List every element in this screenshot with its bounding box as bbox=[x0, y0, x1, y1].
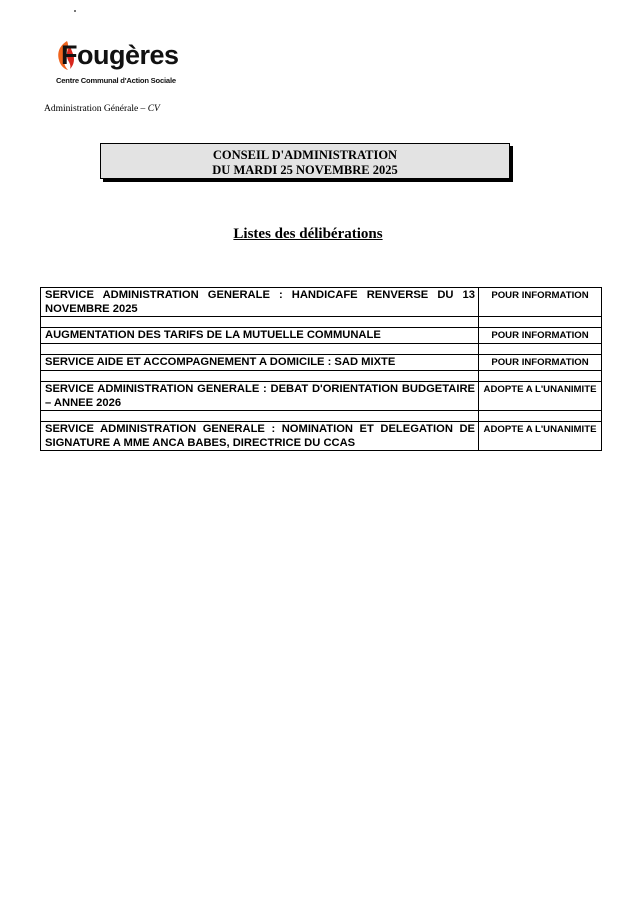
deliberation-subject: SERVICE AIDE ET ACCOMPAGNEMENT A DOMICILE : SAD MIXTE bbox=[41, 355, 479, 371]
deliberation-status: ADOPTE A L'UNANIMITE bbox=[479, 422, 602, 451]
table-spacer-row bbox=[41, 344, 602, 355]
admin-label: Administration Générale – bbox=[44, 104, 148, 114]
logo-wordmark: Fougères bbox=[61, 40, 179, 70]
title-line-1: CONSEIL D'ADMINISTRATION bbox=[212, 148, 398, 162]
table-row bbox=[41, 355, 602, 371]
table-row bbox=[41, 382, 602, 411]
deliberation-status: POUR INFORMATION bbox=[479, 288, 602, 317]
scan-dot bbox=[74, 10, 76, 12]
table-row bbox=[41, 328, 602, 344]
deliberations-table bbox=[40, 287, 602, 451]
title-line-2: DU MARDI 25 NOVEMBRE 2025 bbox=[212, 163, 398, 177]
admin-initials: CV bbox=[147, 104, 160, 114]
deliberation-subject: SERVICE ADMINISTRATION GENERALE : DEBAT D'ORIENTATION BUDGETAIRE – ANNEE 2026 bbox=[41, 382, 479, 411]
title-box bbox=[100, 143, 510, 179]
deliberation-subject: SERVICE ADMINISTRATION GENERALE : NOMINATION ET DELEGATION DE SIGNATURE A MME ANCA BABES, DIRECTRICE DU CCAS bbox=[41, 422, 479, 451]
table-row bbox=[41, 422, 602, 451]
table-spacer-row bbox=[41, 371, 602, 382]
table-spacer-row bbox=[41, 317, 602, 328]
logo-subtitle: Centre Communal d'Action Sociale bbox=[56, 76, 176, 85]
deliberation-status: POUR INFORMATION bbox=[479, 355, 602, 371]
list-heading: Listes des délibérations bbox=[233, 226, 383, 242]
deliberation-status: ADOPTE A L'UNANIMITE bbox=[479, 382, 602, 411]
table-row bbox=[41, 288, 602, 317]
admin-reference bbox=[44, 104, 160, 114]
deliberation-subject: SERVICE ADMINISTRATION GENERALE : HANDICAFE RENVERSE DU 13 NOVEMBRE 2025 bbox=[41, 288, 479, 317]
fougeres-ccas-logo bbox=[55, 38, 185, 90]
deliberation-subject: AUGMENTATION DES TARIFS DE LA MUTUELLE COMMUNALE bbox=[41, 328, 479, 344]
deliberation-status: POUR INFORMATION bbox=[479, 328, 602, 344]
table-spacer-row bbox=[41, 411, 602, 422]
